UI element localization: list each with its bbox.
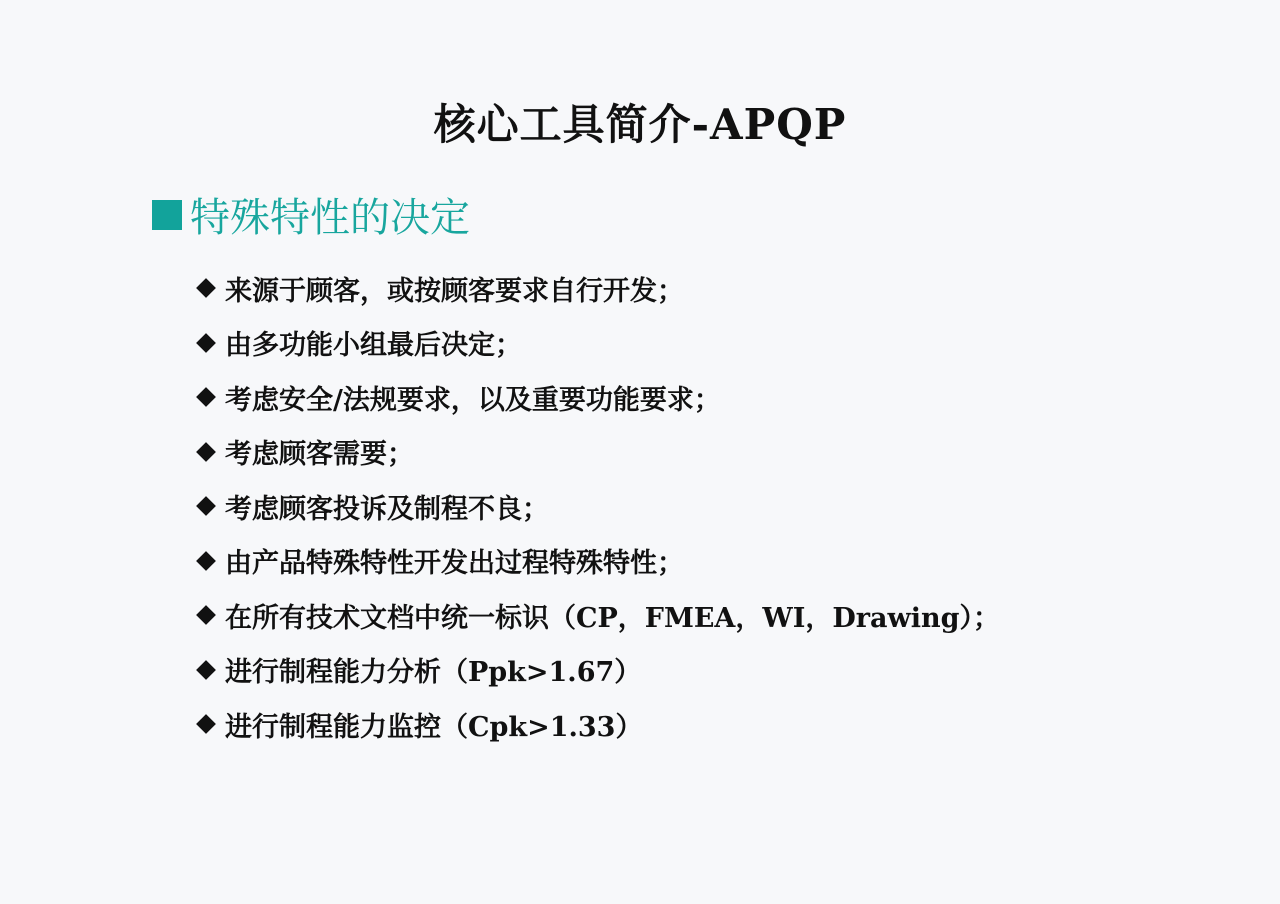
diamond-bullet-icon — [196, 333, 216, 353]
bullet-item — [193, 702, 1000, 746]
bullet-text: 在所有技术文档中统一标识（CP，FMEA，WI，Drawing）； — [225, 602, 1000, 634]
bullet-item — [193, 593, 1000, 637]
bullet-text: 考虑顾客投诉及制程不良； — [225, 493, 549, 525]
diamond-bullet-icon — [196, 496, 216, 516]
bullet-item — [193, 648, 1000, 692]
bullet-text: 进行制程能力分析（Ppk>1.67） — [225, 657, 642, 688]
diamond-bullet-icon — [196, 714, 216, 734]
diamond-bullet-icon — [196, 551, 216, 571]
bullet-text: 由产品特殊特性开发出过程特殊特性； — [225, 548, 684, 579]
section-heading — [152, 186, 470, 242]
bullet-item — [193, 375, 1000, 419]
section-title: 特殊特性的决定 — [190, 194, 470, 241]
diamond-bullet-icon — [196, 387, 216, 407]
diamond-bullet-icon — [196, 442, 216, 462]
square-bullet-icon — [152, 200, 182, 230]
diamond-bullet-icon — [196, 660, 216, 680]
bullet-list — [193, 266, 1000, 746]
bullet-item — [193, 321, 1000, 365]
bullet-item — [193, 539, 1000, 583]
bullet-text: 考虑安全/法规要求，以及重要功能要求； — [225, 384, 721, 416]
bullet-item — [193, 430, 1000, 474]
diamond-bullet-icon — [196, 278, 216, 298]
bullet-text: 考虑顾客需要； — [225, 439, 414, 470]
bullet-text: 来源于顾客，或按顾客要求自行开发； — [225, 275, 684, 307]
bullet-item — [193, 484, 1000, 528]
diamond-bullet-icon — [196, 605, 216, 625]
bullet-text: 进行制程能力监控（Cpk>1.33） — [225, 711, 643, 743]
slide-title: 核心工具简介-APQP — [433, 100, 847, 149]
bullet-item — [193, 266, 1000, 310]
bullet-text: 由多功能小组最后决定； — [225, 330, 522, 361]
